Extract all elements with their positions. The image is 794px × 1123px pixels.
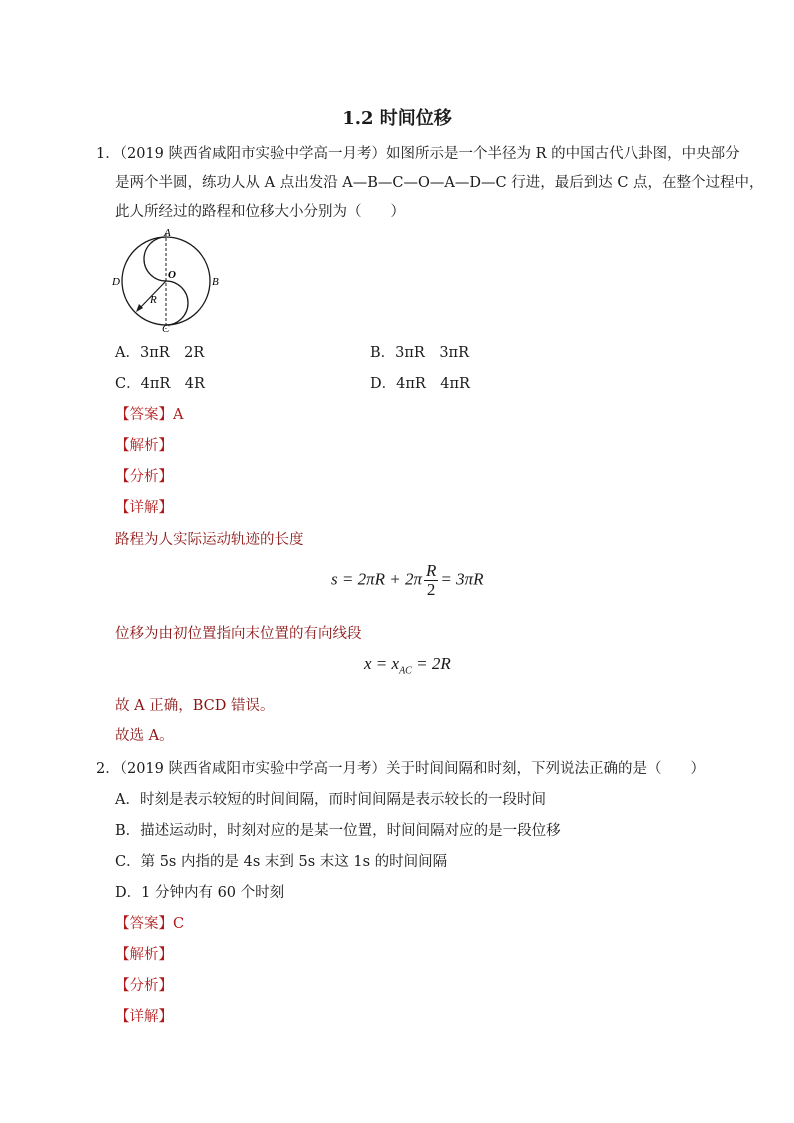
eq1-fraction: [424, 562, 438, 599]
answer-value: C: [173, 916, 185, 932]
answer-value: A: [173, 407, 184, 423]
eq1-right: = 3πR: [440, 569, 484, 589]
q1-option-c: C．4πR 4R: [115, 376, 205, 392]
label-b: B: [212, 276, 219, 288]
q1-stem-line3: 此人所经过的路程和位移大小分别为（ ）: [115, 204, 405, 220]
label-o: O: [168, 269, 176, 281]
q2-option-d: D．1 分钟内有 60 个时刻: [115, 885, 285, 901]
q2-option-b: B．描述运动时，时刻对应的是某一位置，时间间隔对应的是一段位移: [115, 823, 561, 839]
q2-analysis-tag: 【解析】: [115, 947, 173, 963]
label-c: C: [162, 323, 170, 335]
lower-semicircle: [166, 281, 188, 325]
q2-answer: [115, 912, 184, 933]
q2-option-a: A．时刻是表示较短的时间间隔，而时间间隔是表示较长的一段时间: [115, 792, 546, 808]
q1-detail-tag: 【详解】: [115, 500, 173, 516]
q1-option-b: B．3πR 3πR: [370, 345, 470, 361]
q1-fenxi-tag: 【分析】: [115, 469, 173, 485]
eq1-denominator: 2: [426, 580, 436, 599]
eq1-numerator: R: [425, 561, 437, 580]
label-r: R: [150, 294, 157, 306]
q2-stem-line1: 2．（2019 陕西省咸阳市实验中学高一月考）关于时间间隔和时刻，下列说法正确的是（ ）: [96, 761, 705, 777]
q1-explanation-1: 路程为人实际运动轨迹的长度: [115, 532, 304, 548]
eq1-left: s = 2πR + 2π: [331, 569, 422, 589]
answer-tag: 【答案】: [115, 916, 173, 932]
q1-analysis-tag: 【解析】: [115, 438, 173, 454]
q2-fenxi-tag: 【分析】: [115, 978, 173, 994]
label-d: D: [112, 276, 120, 288]
q1-equation-displacement: [364, 654, 451, 676]
page-title: 1.2 时间位移: [342, 108, 452, 129]
q1-conclusion: 故 A 正确，BCD 错误。: [115, 698, 275, 714]
q1-explanation-2: 位移为由初位置指向末位置的有向线段: [115, 626, 362, 642]
eq2-left: x = x: [364, 654, 400, 673]
bagua-figure: [108, 228, 228, 336]
q1-equation-path: [331, 562, 484, 599]
eq2-subscript: AC: [399, 665, 412, 677]
answer-tag: 【答案】: [115, 407, 173, 423]
q1-stem-line1: 1．（2019 陕西省咸阳市实验中学高一月考）如图所示是一个半径为 R 的中国古代八卦图，中央部分: [96, 146, 740, 162]
upper-semicircle: [144, 237, 166, 281]
q2-option-c: C．第 5s 内指的是 4s 末到 5s 末这 1s 的时间间隔: [115, 854, 448, 870]
q1-stem-line2: 是两个半圆，练功人从 A 点出发沿 A—B—C—O—A—D—C 行进，最后到达 C 点，在整个过程中，: [115, 175, 764, 191]
q2-detail-tag: 【详解】: [115, 1009, 173, 1025]
label-a: A: [164, 228, 171, 239]
eq2-right: = 2R: [411, 654, 451, 673]
q1-option-a: A．3πR 2R: [115, 345, 205, 361]
q1-answer: [115, 403, 183, 424]
q1-option-d: D．4πR 4πR: [370, 376, 470, 392]
q1-choice: 故选 A。: [115, 728, 174, 744]
